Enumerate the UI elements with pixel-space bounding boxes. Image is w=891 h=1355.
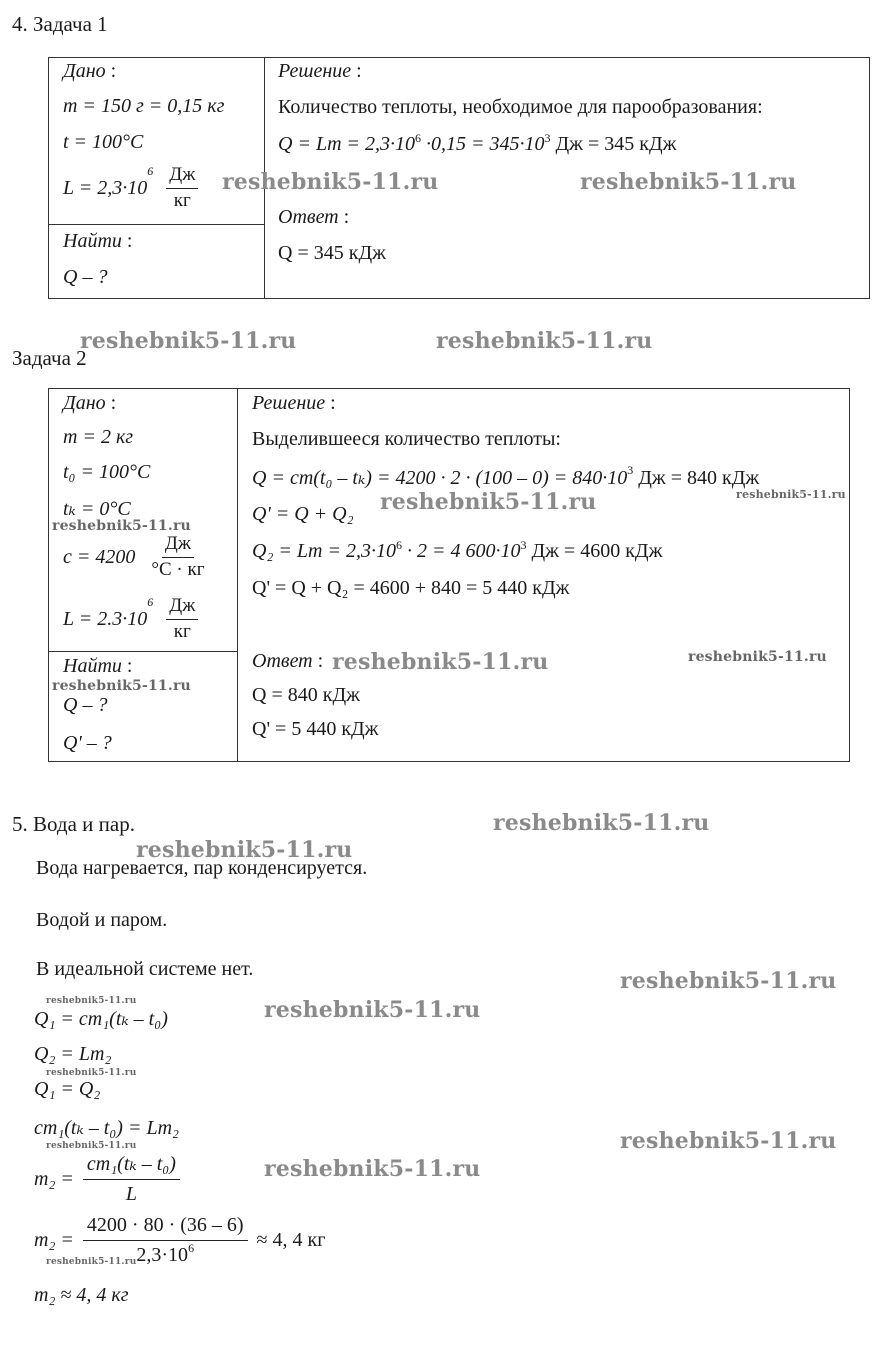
- watermark: reshebnik5-11.ru: [580, 169, 797, 195]
- watermark: reshebnik5-11.ru: [688, 649, 827, 665]
- task5-eq4: cm₁(tₖ – t₀) = Lm₂: [34, 1117, 179, 1139]
- watermark: reshebnik5-11.ru: [264, 997, 481, 1023]
- task5-eq1: Q₁ = cm₁(tₖ – t₀): [34, 1008, 168, 1030]
- task2-given-t0: t₀ = 100°C: [63, 461, 151, 483]
- task2-given-tk: tₖ = 0°C: [63, 498, 131, 520]
- task1-formula: $Q = Lm = 2,3\cdot 10^6 \cdot 0,15 = 345\cdot 10^3$ Дж = 345 кДж: [278, 131, 677, 155]
- task2-heading: Задача 2: [12, 346, 87, 370]
- task2-given-c: c = 4200 $\frac{Дж}{^\circ C \cdot кг}$: [63, 533, 205, 580]
- task2-solution-label: Решение :: [252, 392, 336, 414]
- task1-find-divider: [48, 224, 264, 225]
- watermark: reshebnik5-11.ru: [380, 489, 597, 515]
- task5-paragraph-1: Вода нагревается, пар конденсируется.: [36, 857, 368, 879]
- task5-eq3: Q₁ = Q₂: [34, 1078, 101, 1100]
- task2-line3: $Q_2 = Lm = 2,3\cdot 10^6 \cdot 2 = 4$ $600\cdot 10^3$ Дж = 4600 кДж: [252, 538, 663, 562]
- task1-solution-text: Количество теплоты, необходимое для парообразования:: [278, 96, 763, 118]
- task1-given-mass: m = 150 г = 0,15 кг: [63, 95, 225, 117]
- watermark: reshebnik5-11.ru: [620, 968, 837, 994]
- task2-find-label: Найти :: [63, 655, 133, 677]
- task5-eq6: m₂ = $\frac{4200 \cdot 80 \cdot (36 - 6)}{2,3\cdot 10^6}$ ≈ 4, 4 кг: [34, 1214, 326, 1266]
- task1-answer: Q = 345 кДж: [278, 242, 386, 264]
- task5-eq7: m₂ ≈ 4, 4 кг: [34, 1284, 129, 1306]
- task5-paragraph-3: В идеальной системе нет.: [36, 958, 254, 980]
- task2-line4: Q' = Q + Q₂ = 4600 + 840 = 5 440 кДж: [252, 577, 570, 599]
- task2-given-label: Дано :: [63, 392, 117, 414]
- task1-given-temp: t = 100°C: [63, 131, 144, 153]
- task1-given-label: Дано :: [63, 60, 117, 82]
- task1-solution-label: Решение :: [278, 60, 362, 82]
- task2-find-q: Q – ?: [63, 694, 108, 716]
- watermark: reshebnik5-11.ru: [620, 1128, 837, 1154]
- task1-heading: 4. Задача 1: [12, 12, 108, 36]
- task1-answer-label: Ответ :: [278, 206, 350, 228]
- task5-eq5: m₂ = $\frac{\text{cm₁(tₖ – t₀)}}{L}$: [34, 1153, 184, 1206]
- task2-find-q2: Q' – ?: [63, 732, 112, 754]
- task5-heading: 5. Вода и пар.: [12, 812, 135, 836]
- task2-given-mass: m = 2 кг: [63, 426, 134, 448]
- task2-given-heat: $L = 2.3\cdot 10^6$ $\frac{Дж}{кг}$: [63, 596, 198, 643]
- watermark: reshebnik5-11.ru: [80, 328, 297, 354]
- watermark: reshebnik5-11.ru: [436, 328, 653, 354]
- watermark: reshebnik5-11.ru: [736, 488, 846, 501]
- task2-line1: $Q = cm(t_0 - t_k) = 4200 \cdot 2 \cdot (100 - 0) = 840\cdot 10^3$ Дж = 840 кДж: [252, 463, 760, 489]
- task2-solution-text: Выделившееся количество теплоты:: [252, 428, 561, 450]
- watermark: reshebnik5-11.ru: [493, 810, 710, 836]
- task2-find-divider: [48, 651, 237, 652]
- task2-answer1: Q = 840 кДж: [252, 684, 360, 706]
- task5-eq2: Q₂ = Lm₂: [34, 1043, 112, 1065]
- task2-answer2: Q' = 5 440 кДж: [252, 718, 379, 740]
- watermark: reshebnik5-11.ru: [332, 649, 549, 675]
- watermark: reshebnik5-11.ru: [52, 518, 191, 534]
- task2-line2: Q' = Q + Q₂: [252, 503, 354, 525]
- watermark: reshebnik5-11.ru: [136, 837, 353, 863]
- watermark: reshebnik5-11.ru: [264, 1156, 481, 1182]
- watermark: reshebnik5-11.ru: [46, 1257, 137, 1267]
- watermark: reshebnik5-11.ru: [46, 1068, 137, 1078]
- watermark: reshebnik5-11.ru: [46, 1141, 137, 1151]
- task5-paragraph-2: Водой и паром.: [36, 909, 168, 931]
- watermark: reshebnik5-11.ru: [222, 169, 439, 195]
- watermark: reshebnik5-11.ru: [52, 678, 191, 694]
- task1-find-label: Найти :: [63, 230, 133, 252]
- task1-given-heat: $L = 2,3\cdot 10^6$ $\frac{Дж}{кг}$: [63, 165, 198, 212]
- task2-divider: [237, 388, 238, 762]
- task2-answer-label: Ответ :: [252, 650, 324, 672]
- watermark: reshebnik5-11.ru: [46, 996, 137, 1006]
- task1-find-q: Q – ?: [63, 266, 108, 288]
